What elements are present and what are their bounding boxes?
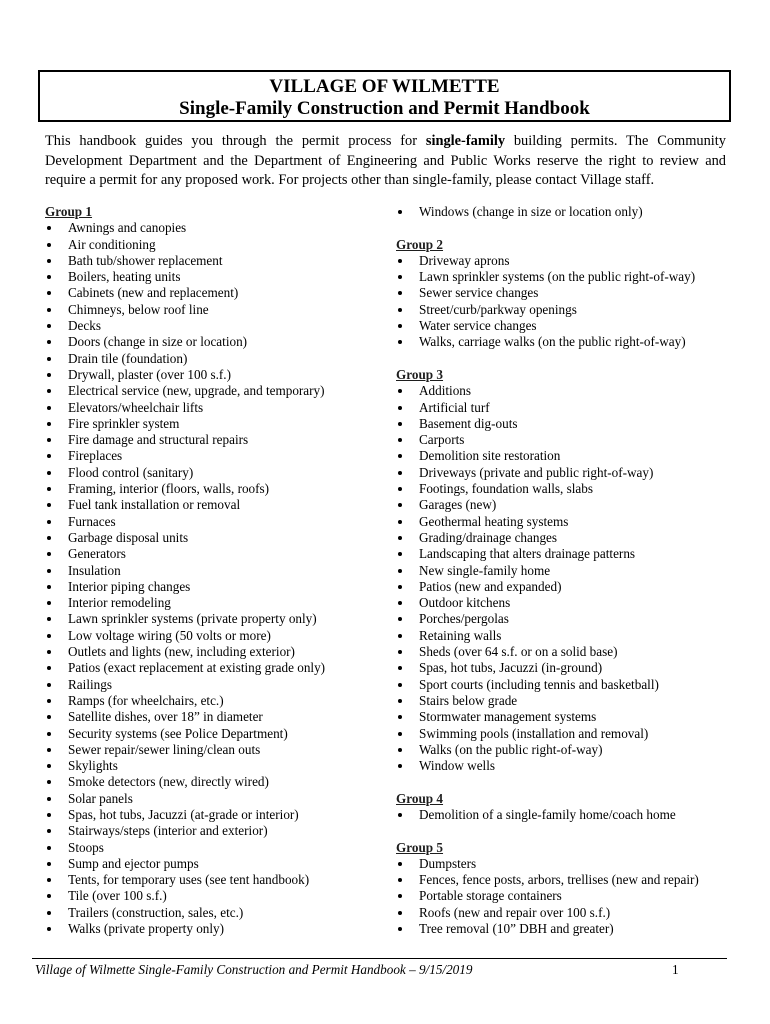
- title-box: [38, 70, 731, 122]
- list-item-label: Outlets and lights (new, including exterior): [68, 644, 295, 660]
- list-item-label: Sewer service changes: [419, 285, 539, 301]
- list-item-label: Trailers (construction, sales, etc.): [68, 904, 244, 920]
- list-item: [396, 416, 736, 432]
- list-item-label: Smoke detectors (new, directly wired): [68, 774, 269, 790]
- list-item-label: Footings, foundation walls, slabs: [419, 481, 594, 497]
- list-item-label: Carports: [419, 432, 465, 448]
- list-item-label: Skylights: [68, 758, 118, 774]
- list-item-label: Lawn sprinkler systems (on the public right-of-way): [419, 269, 696, 285]
- list-item: [45, 628, 390, 644]
- list-item-label: Roofs (new and repair over 100 s.f.): [419, 904, 611, 920]
- intro-text-end: building permits. The Community Development Department and the Department of Engineering and Public Works reserve the right to review and require a permit for any proposed work. For projects other than single-family, please contact Village staff.: [45, 133, 726, 188]
- list-item: [45, 709, 390, 725]
- list-item-label: Stairways/steps (interior and exterior): [68, 823, 268, 839]
- list-item-label: Flood control (sanitary): [68, 464, 194, 480]
- list-item: [45, 742, 390, 758]
- bullet-icon: [47, 732, 51, 736]
- document-subtitle: Single-Family Construction and Permit Handbook: [179, 98, 590, 119]
- list-item-label: Interior remodeling: [68, 595, 171, 611]
- list-item-label: Driveways (private and public right-of-way): [419, 464, 654, 480]
- list-item: [396, 742, 736, 758]
- bullet-icon: [47, 634, 51, 638]
- bullet-icon: [47, 357, 51, 361]
- bullet-icon: [398, 732, 402, 736]
- list-item: [45, 791, 390, 807]
- bullet-icon: [398, 715, 402, 719]
- bullet-icon: [47, 927, 51, 931]
- bullet-icon: [47, 813, 51, 817]
- bullet-icon: [47, 650, 51, 654]
- bullet-icon: [398, 650, 402, 654]
- bullet-icon: [398, 454, 402, 458]
- list-item: [45, 563, 390, 579]
- list-item-label: Bath tub/shower replacement: [68, 252, 223, 268]
- bullet-icon: [47, 308, 51, 312]
- list-item: [396, 497, 736, 513]
- list-item-label: Drywall, plaster (over 100 s.f.): [68, 366, 231, 382]
- list-item: [396, 383, 736, 399]
- bullet-icon: [47, 585, 51, 589]
- list-item: [396, 628, 736, 644]
- group1-continued-list: [396, 204, 736, 220]
- list-item: [396, 872, 736, 888]
- list-item: [45, 367, 390, 383]
- bullet-icon: [47, 454, 51, 458]
- bullet-icon: [47, 373, 51, 377]
- list-item-label: Insulation: [68, 562, 121, 578]
- document-title: VILLAGE OF WILMETTE: [269, 76, 500, 97]
- list-item: [45, 530, 390, 546]
- list-item-label: Street/curb/parkway openings: [419, 301, 577, 317]
- list-item-label: Walks (private property only): [68, 921, 225, 937]
- list-item-label: Portable storage containers: [419, 888, 562, 904]
- list-item-label: Satellite dishes, over 18” in diameter: [68, 709, 263, 725]
- list-item-label: Generators: [68, 546, 126, 562]
- list-item: [396, 318, 736, 334]
- bullet-icon: [398, 291, 402, 295]
- list-item-label: Window wells: [419, 758, 496, 774]
- list-item-label: Railings: [68, 676, 112, 692]
- list-item-label: Demolition site restoration: [419, 448, 561, 464]
- group3-heading: Group 3: [396, 366, 444, 382]
- list-item: [396, 546, 736, 562]
- bullet-icon: [398, 389, 402, 393]
- list-item: [396, 660, 736, 676]
- list-item: [396, 400, 736, 416]
- page-number: 1: [672, 962, 679, 977]
- list-item-label: Garbage disposal units: [68, 529, 189, 545]
- list-item: [45, 611, 390, 627]
- list-item-label: Decks: [68, 318, 101, 334]
- list-item: [45, 921, 390, 937]
- bullet-icon: [47, 911, 51, 915]
- list-item-label: Boilers, heating units: [68, 269, 181, 285]
- list-item-label: Electrical service (new, upgrade, and temporary): [68, 383, 325, 399]
- list-item-label: Geothermal heating systems: [419, 513, 569, 529]
- bullet-icon: [398, 259, 402, 263]
- bullet-icon: [47, 389, 51, 393]
- list-item-label: Elevators/wheelchair lifts: [68, 399, 204, 415]
- list-item-label: Sump and ejector pumps: [68, 855, 199, 871]
- bullet-icon: [398, 275, 402, 279]
- list-item: [45, 856, 390, 872]
- bullet-icon: [47, 862, 51, 866]
- bullet-icon: [47, 780, 51, 784]
- bullet-icon: [47, 829, 51, 833]
- list-item: [396, 677, 736, 693]
- group3-list: [396, 383, 736, 774]
- list-item-label: Interior piping changes: [68, 578, 191, 594]
- bullet-icon: [398, 536, 402, 540]
- list-item-label: Sheds (over 64 s.f. or on a solid base): [419, 644, 618, 660]
- list-item: [45, 546, 390, 562]
- list-item: [396, 758, 736, 774]
- bullet-icon: [47, 226, 51, 230]
- list-item-label: Furnaces: [68, 513, 116, 529]
- bullet-icon: [47, 243, 51, 247]
- list-item-label: Chimneys, below roof line: [68, 301, 209, 317]
- bullet-icon: [47, 683, 51, 687]
- list-item-label: Sport courts (including tennis and basketball): [419, 676, 659, 692]
- bullet-icon: [47, 894, 51, 898]
- list-item-label: Fireplaces: [68, 448, 123, 464]
- list-item-label: Swimming pools (installation and removal): [419, 725, 649, 741]
- list-item: [45, 237, 390, 253]
- bullet-icon: [398, 438, 402, 442]
- list-item-label: Tile (over 100 s.f.): [68, 888, 167, 904]
- bullet-icon: [47, 878, 51, 882]
- footer-text: Village of Wilmette Single-Family Construction and Permit Handbook – 9/15/2019: [35, 962, 473, 977]
- list-item: [45, 383, 390, 399]
- list-item: [396, 644, 736, 660]
- list-item-label: Stoops: [68, 839, 104, 855]
- list-item: [45, 465, 390, 481]
- list-item: [45, 220, 390, 236]
- list-item-label: Framing, interior (floors, walls, roofs): [68, 481, 270, 497]
- bullet-icon: [398, 210, 402, 214]
- list-item-label: Tents, for temporary uses (see tent handbook): [68, 872, 310, 888]
- list-item: [45, 660, 390, 676]
- list-item: [396, 465, 736, 481]
- bullet-icon: [47, 275, 51, 279]
- bullet-icon: [398, 471, 402, 475]
- list-item: [45, 872, 390, 888]
- bullet-icon: [47, 764, 51, 768]
- group5-list: [396, 856, 736, 937]
- group5-heading: Group 5: [396, 839, 444, 855]
- list-item-label: Artificial turf: [419, 399, 490, 415]
- bullet-icon: [398, 911, 402, 915]
- list-item: [45, 514, 390, 530]
- list-item-label: Garages (new): [419, 497, 497, 513]
- bullet-icon: [398, 862, 402, 866]
- bullet-icon: [47, 699, 51, 703]
- list-item-label: Dumpsters: [419, 855, 477, 871]
- list-item: [396, 709, 736, 725]
- bullet-icon: [398, 487, 402, 491]
- list-item-label: Air conditioning: [68, 236, 156, 252]
- list-item-label: Outdoor kitchens: [419, 595, 511, 611]
- bullet-icon: [47, 259, 51, 263]
- list-item-label: Landscaping that alters drainage patterns: [419, 546, 636, 562]
- list-item: [396, 726, 736, 742]
- bullet-icon: [47, 715, 51, 719]
- bullet-icon: [398, 308, 402, 312]
- bullet-icon: [398, 699, 402, 703]
- list-item-label: Fuel tank installation or removal: [68, 497, 241, 513]
- bullet-icon: [47, 666, 51, 670]
- list-item: [396, 253, 736, 269]
- list-item: [45, 758, 390, 774]
- bullet-icon: [398, 601, 402, 605]
- list-item: [45, 302, 390, 318]
- list-item-label: Security systems (see Police Department): [68, 725, 288, 741]
- list-item-label: Drain tile (foundation): [68, 350, 188, 366]
- list-item: [396, 856, 736, 872]
- list-item: [45, 416, 390, 432]
- list-item-label: Retaining walls: [419, 627, 502, 643]
- list-item: [45, 905, 390, 921]
- bullet-icon: [398, 569, 402, 573]
- bullet-icon: [398, 748, 402, 752]
- bullet-icon: [47, 422, 51, 426]
- bullet-icon: [47, 846, 51, 850]
- bullet-icon: [47, 471, 51, 475]
- list-item-label: Walks, carriage walks (on the public right-of-way): [419, 334, 686, 350]
- list-item-label: Awnings and canopies: [68, 220, 187, 236]
- list-item-label: Stairs below grade: [419, 692, 518, 708]
- list-item: [396, 269, 736, 285]
- list-item: [45, 318, 390, 334]
- list-item-label: Fire damage and structural repairs: [68, 432, 249, 448]
- bullet-icon: [398, 927, 402, 931]
- list-item: [45, 644, 390, 660]
- list-item-label: Additions: [419, 383, 472, 399]
- bullet-icon: [47, 617, 51, 621]
- bullet-icon: [47, 291, 51, 295]
- list-item: [396, 481, 736, 497]
- bullet-icon: [398, 813, 402, 817]
- list-item: [45, 677, 390, 693]
- list-item: [396, 432, 736, 448]
- bullet-icon: [47, 569, 51, 573]
- intro-bold-term: single-family: [425, 133, 506, 149]
- intro-text-start: This handbook guides you through the permit process for: [45, 133, 426, 149]
- list-item: [45, 400, 390, 416]
- bullet-icon: [398, 764, 402, 768]
- list-item: [396, 514, 736, 530]
- bullet-icon: [398, 894, 402, 898]
- intro-paragraph: [45, 132, 726, 191]
- bullet-icon: [47, 406, 51, 410]
- list-item-label: Fences, fence posts, arbors, trellises (new and repair): [419, 872, 699, 888]
- list-item: [396, 563, 736, 579]
- list-item: [396, 302, 736, 318]
- list-item-label: Doors (change in size or location): [68, 334, 248, 350]
- bullet-icon: [398, 683, 402, 687]
- bullet-icon: [398, 666, 402, 670]
- list-item: [45, 253, 390, 269]
- bullet-icon: [47, 797, 51, 801]
- list-item-label: Basement dig-outs: [419, 415, 518, 431]
- list-item: [396, 693, 736, 709]
- list-item: [396, 204, 736, 220]
- list-item-label: Stormwater management systems: [419, 709, 597, 725]
- bullet-icon: [47, 340, 51, 344]
- group4-list: [396, 807, 736, 823]
- bullet-icon: [398, 340, 402, 344]
- bullet-icon: [47, 536, 51, 540]
- right-column: [396, 204, 736, 937]
- list-item-label: Spas, hot tubs, Jacuzzi (in-ground): [419, 660, 603, 676]
- bullet-icon: [398, 878, 402, 882]
- list-item: [45, 807, 390, 823]
- list-item-label: Water service changes: [419, 318, 537, 334]
- group1-heading: Group 1: [45, 204, 93, 219]
- list-item-label: New single-family home: [419, 562, 551, 578]
- list-item: [45, 334, 390, 350]
- bullet-icon: [47, 520, 51, 524]
- list-item-label: Porches/pergolas: [419, 611, 509, 627]
- list-item: [45, 888, 390, 904]
- list-item: [396, 807, 736, 823]
- list-item: [45, 595, 390, 611]
- list-item: [396, 888, 736, 904]
- bullet-icon: [47, 438, 51, 442]
- list-item-label: Demolition of a single-family home/coach home: [419, 806, 676, 822]
- list-item-label: Windows (change in size or location only): [419, 204, 643, 219]
- list-item-label: Tree removal (10” DBH and greater): [419, 921, 614, 937]
- bullet-icon: [398, 520, 402, 524]
- list-item-label: Fire sprinkler system: [68, 415, 180, 431]
- list-item-label: Cabinets (new and replacement): [68, 285, 239, 301]
- list-item-label: Low voltage wiring (50 volts or more): [68, 627, 271, 643]
- list-item-label: Patios (exact replacement at existing grade only): [68, 660, 326, 676]
- bullet-icon: [398, 617, 402, 621]
- bullet-icon: [47, 601, 51, 605]
- list-item: [45, 351, 390, 367]
- list-item: [396, 905, 736, 921]
- list-item: [396, 611, 736, 627]
- list-item: [45, 726, 390, 742]
- bullet-icon: [398, 585, 402, 589]
- bullet-icon: [398, 634, 402, 638]
- bullet-icon: [47, 552, 51, 556]
- list-item: [45, 823, 390, 839]
- list-item: [396, 285, 736, 301]
- group2-list: [396, 253, 736, 351]
- list-item: [45, 774, 390, 790]
- list-item-label: Sewer repair/sewer lining/clean outs: [68, 741, 261, 757]
- bullet-icon: [398, 324, 402, 328]
- list-item: [45, 693, 390, 709]
- left-column: [45, 204, 390, 937]
- list-item-label: Driveway aprons: [419, 252, 510, 268]
- bullet-icon: [398, 406, 402, 410]
- bullet-icon: [47, 503, 51, 507]
- bullet-icon: [398, 422, 402, 426]
- list-item: [396, 579, 736, 595]
- list-item-label: Walks (on the public right-of-way): [419, 741, 603, 757]
- list-item-label: Solar panels: [68, 790, 133, 806]
- bullet-icon: [47, 748, 51, 752]
- list-item-label: Patios (new and expanded): [419, 578, 562, 594]
- list-item: [45, 579, 390, 595]
- list-item: [45, 269, 390, 285]
- bullet-icon: [398, 552, 402, 556]
- list-item: [45, 285, 390, 301]
- list-item-label: Grading/drainage changes: [419, 529, 558, 545]
- group4-heading: Group 4: [396, 790, 444, 806]
- group2-heading: Group 2: [396, 236, 444, 252]
- group1-list: [45, 220, 390, 937]
- bullet-icon: [47, 324, 51, 328]
- bullet-icon: [398, 503, 402, 507]
- list-item: [396, 448, 736, 464]
- list-item-label: Spas, hot tubs, Jacuzzi (at-grade or interior): [68, 806, 299, 822]
- list-item: [396, 921, 736, 937]
- footer-divider: [32, 958, 727, 959]
- bullet-icon: [47, 487, 51, 491]
- list-item: [45, 497, 390, 513]
- list-item: [45, 432, 390, 448]
- list-item: [396, 530, 736, 546]
- list-item: [45, 448, 390, 464]
- list-item: [396, 334, 736, 350]
- list-item: [396, 595, 736, 611]
- list-item: [45, 840, 390, 856]
- list-item: [45, 481, 390, 497]
- list-item-label: Lawn sprinkler systems (private property only): [68, 611, 317, 627]
- list-item-label: Ramps (for wheelchairs, etc.): [68, 692, 224, 708]
